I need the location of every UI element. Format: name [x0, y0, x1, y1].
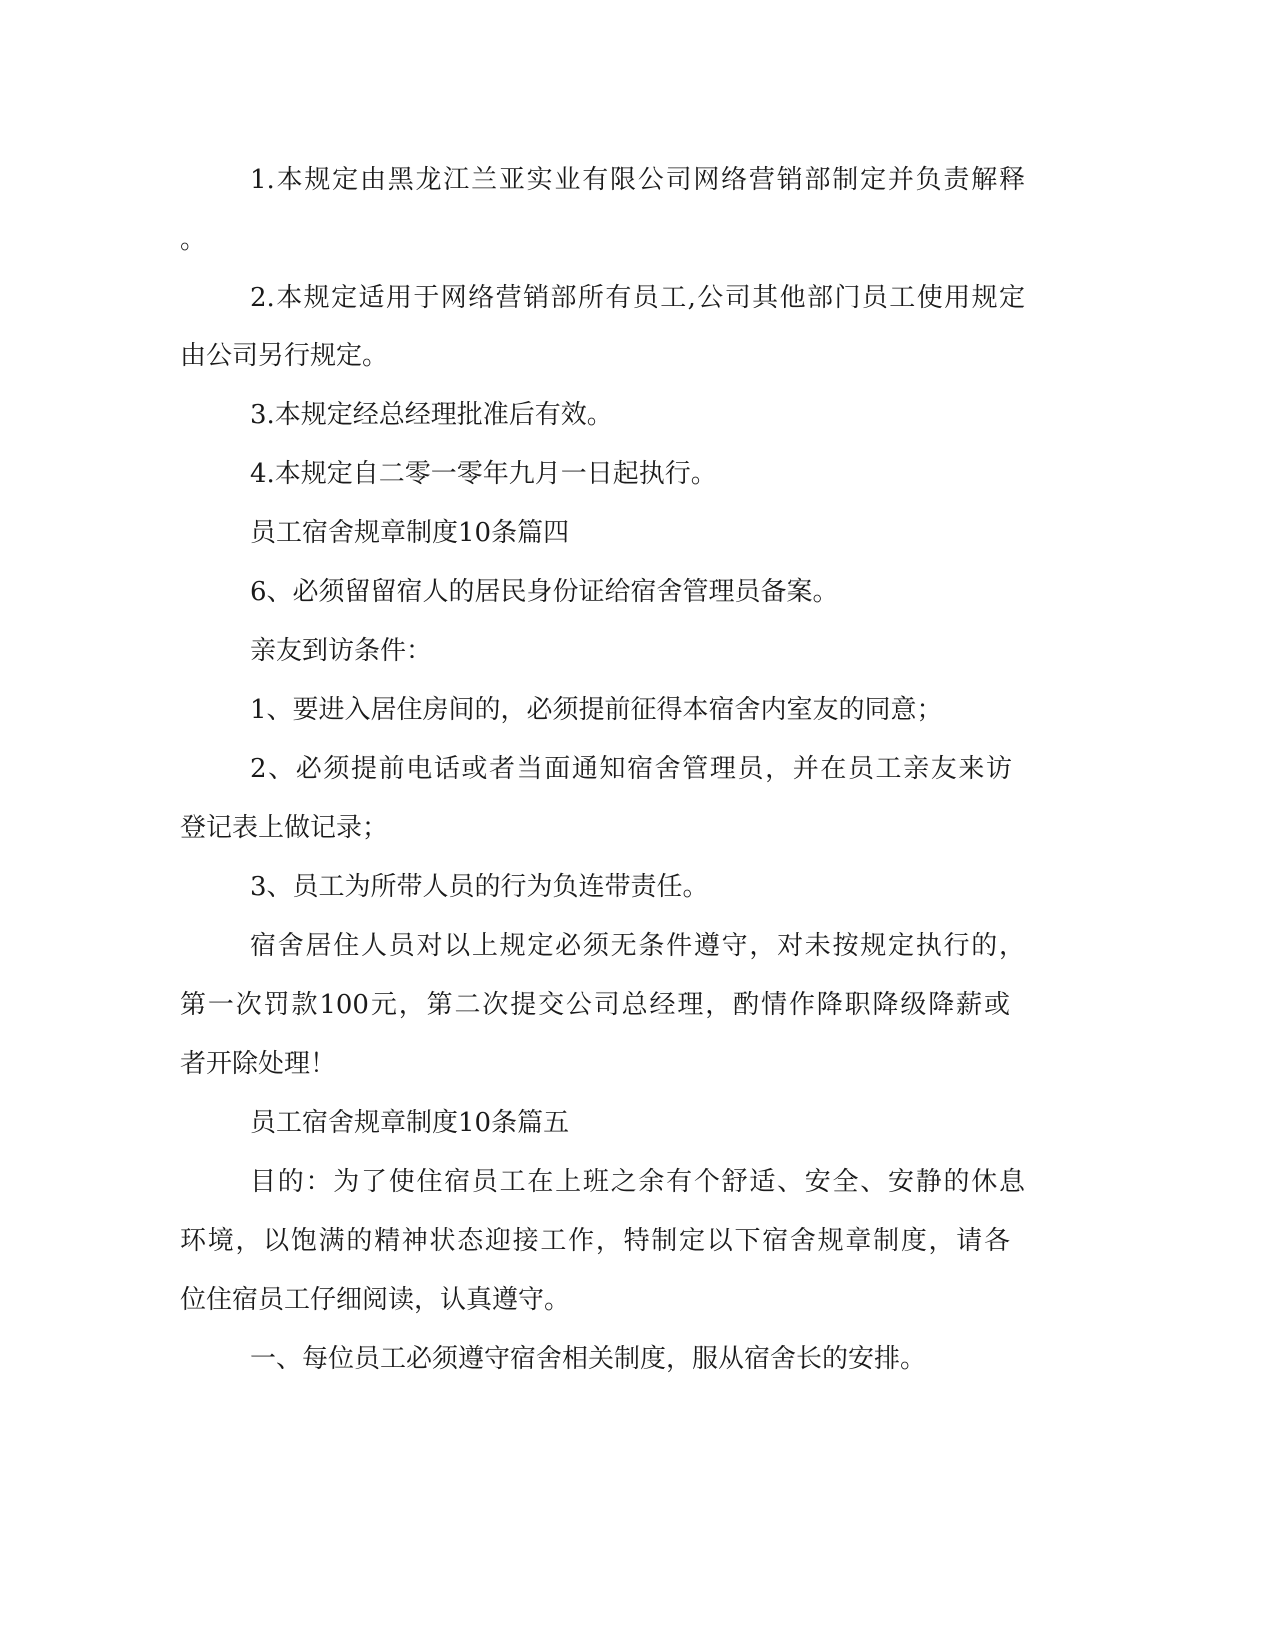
paragraph-line: 登记表上做记录；: [180, 813, 389, 843]
paragraph-line: 1、要进入居住房间的，必须提前征得本宿舍内室友的同意；: [250, 695, 943, 725]
paragraph-line: 目的：为了使住宿员工在上班之余有个舒适、安全、安静的休息: [250, 1167, 1025, 1197]
paragraph-line: 3、员工为所带人员的行为负连带责任。: [250, 872, 709, 902]
paragraph-line: 者开除处理！: [180, 1049, 337, 1079]
section-heading: 员工宿舍规章制度10条篇五: [250, 1108, 570, 1138]
paragraph-line: 6、必须留留宿人的居民身份证给宿舍管理员备案。: [250, 577, 839, 607]
paragraph-line: 宿舍居住人员对以上规定必须无条件遵守，对未按规定执行的，: [250, 931, 1025, 961]
paragraph-line: 2、必须提前电话或者当面通知宿舍管理员，并在员工亲友来访: [250, 754, 1012, 784]
paragraph-line: 1.本规定由黑龙江兰亚实业有限公司网络营销部制定并负责解释: [250, 165, 1025, 195]
paragraph-line: 一、每位员工必须遵守宿舍相关制度，服从宿舍长的安排。: [250, 1344, 927, 1374]
paragraph-line: 第一次罚款100元，第二次提交公司总经理，酌情作降职降级降薪或: [180, 990, 1010, 1020]
paragraph-line: 3.本规定经总经理批准后有效。: [250, 400, 613, 430]
paragraph-line: 4.本规定自二零一零年九月一日起执行。: [250, 459, 717, 489]
paragraph-line: 。: [180, 225, 207, 255]
section-heading: 员工宿舍规章制度10条篇四: [250, 518, 570, 548]
paragraph-line: 亲友到访条件：: [250, 636, 433, 666]
paragraph-line: 环境，以饱满的精神状态迎接工作，特制定以下宿舍规章制度，请各: [180, 1226, 1010, 1256]
paragraph-line: 2.本规定适用于网络营销部所有员工,公司其他部门员工使用规定: [250, 283, 1025, 313]
paragraph-line: 由公司另行规定。: [180, 341, 389, 371]
paragraph-line: 位住宿员工仔细阅读，认真遵守。: [180, 1285, 571, 1315]
